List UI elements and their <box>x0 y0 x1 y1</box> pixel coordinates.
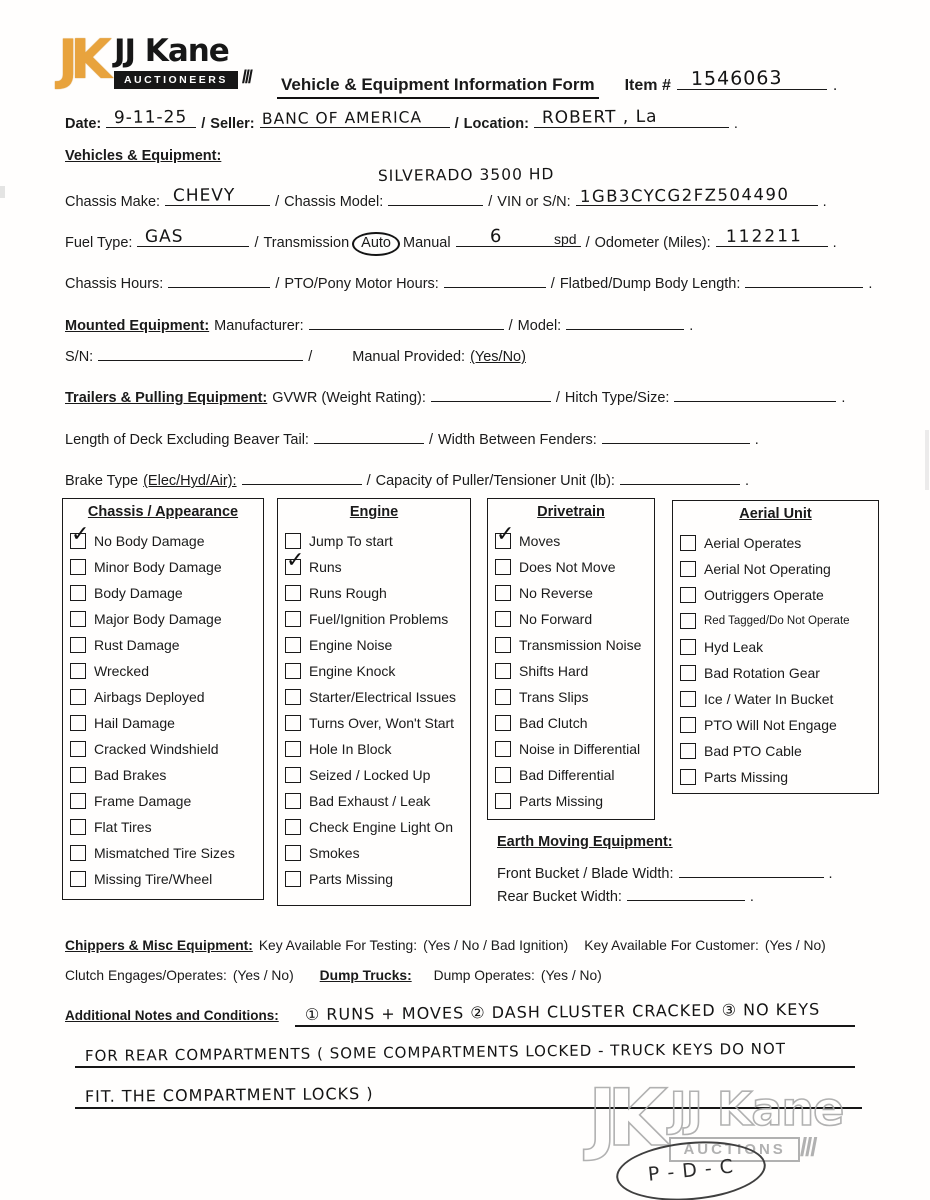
checkbox-item[interactable] <box>70 580 256 606</box>
watermark-monogram-icon: JK <box>588 1074 658 1164</box>
line-end-period: . <box>689 318 694 334</box>
jjkane-watermark <box>588 1074 844 1186</box>
checkbox-unchecked[interactable] <box>680 691 696 707</box>
line-end-period: . <box>841 390 846 406</box>
seller-value: BANC OF AMERICA <box>261 108 422 128</box>
dump-operates-label: Dump Operates: <box>433 968 535 983</box>
line-end-period: . <box>822 194 827 210</box>
aerial-unit-column <box>672 500 879 794</box>
line-end-period: . <box>828 866 833 882</box>
chassis-appearance-column <box>62 498 264 900</box>
fuel-type-field[interactable] <box>137 226 249 247</box>
checkbox-unchecked[interactable] <box>495 767 511 783</box>
checkbox-item[interactable] <box>70 606 256 632</box>
flatbed-length-field[interactable] <box>745 272 863 288</box>
notes-line-2-text: FOR REAR COMPARTMENTS ( SOME COMPARTMENTS LOCKED - TRUCK KEYS DO NOT <box>84 1039 787 1065</box>
checkbox-unchecked[interactable] <box>680 717 696 733</box>
checkbox-item[interactable] <box>285 606 463 632</box>
checkbox-unchecked[interactable] <box>495 585 511 601</box>
notes-line-2[interactable] <box>75 1032 855 1068</box>
checkbox-label: Engine Noise <box>309 637 393 653</box>
checkbox-label: Bad Differential <box>519 767 615 783</box>
checkbox-label: Airbags Deployed <box>94 689 205 705</box>
checkbox-label: Transmission Noise <box>519 637 642 653</box>
checkbox-label: Trans Slips <box>519 689 589 705</box>
watermark-brand-name: JJ Kane <box>669 1082 844 1136</box>
checkbox-label: Red Tagged/Do Not Operate <box>704 615 850 627</box>
checkbox-item[interactable] <box>70 788 256 814</box>
separator: / <box>275 276 280 292</box>
fender-width-label: Width Between Fenders: <box>438 432 597 448</box>
checkbox-label: Ice / Water In Bucket <box>704 691 834 707</box>
checkbox-item[interactable] <box>495 606 647 632</box>
notes-heading: Additional Notes and Conditions: <box>65 1008 279 1023</box>
checkbox-item[interactable] <box>285 632 463 658</box>
checkbox-unchecked[interactable] <box>680 743 696 759</box>
line-end-period: . <box>749 889 754 905</box>
checkbox-unchecked[interactable] <box>70 741 86 757</box>
checkbox-label: Noise in Differential <box>519 741 641 757</box>
pto-hours-field[interactable] <box>444 272 546 288</box>
checkbox-unchecked[interactable] <box>70 871 86 887</box>
engine-column <box>277 498 471 906</box>
chassis-make-value: CHEVY <box>172 185 236 206</box>
checkbox-item[interactable] <box>70 762 256 788</box>
puller-capacity-field[interactable] <box>620 469 740 485</box>
checkbox-unchecked[interactable] <box>70 767 86 783</box>
checkbox-item[interactable] <box>495 684 647 710</box>
checkbox-item[interactable] <box>70 840 256 866</box>
separator: / <box>488 194 493 210</box>
checkbox-label: Bad Exhaust / Leak <box>309 793 431 809</box>
checkbox-item[interactable] <box>680 686 871 712</box>
jjkane-logo <box>58 28 251 91</box>
checkbox-item[interactable] <box>70 632 256 658</box>
checkbox-item[interactable] <box>495 632 647 658</box>
checkbox-item[interactable] <box>495 522 647 554</box>
column-title: Engine <box>349 504 399 520</box>
checkbox-label: Flat Tires <box>94 819 152 835</box>
checkbox-label: Jump To start <box>309 533 393 549</box>
checkbox-label: Check Engine Light On <box>309 819 453 835</box>
checkbox-item[interactable] <box>680 556 871 582</box>
vin-label: VIN or S/N: <box>497 194 571 210</box>
checkbox-item[interactable] <box>285 548 463 580</box>
checkbox-label: Bad Brakes <box>94 767 167 783</box>
location-value: ROBERT , La <box>541 106 658 128</box>
checkbox-unchecked[interactable] <box>285 871 301 887</box>
checkbox-label: Wrecked <box>94 663 149 679</box>
checkbox-unchecked[interactable] <box>285 533 301 549</box>
checkbox-unchecked[interactable] <box>495 689 511 705</box>
chassis-model-field[interactable] <box>388 190 483 206</box>
checkbox-unchecked[interactable] <box>285 611 301 627</box>
key-testing-label: Key Available For Testing: <box>258 938 418 953</box>
checkbox-label: Hail Damage <box>94 715 175 731</box>
serial-number-label: S/N: <box>65 349 94 365</box>
checkbox-unchecked[interactable] <box>495 715 511 731</box>
checkbox-item[interactable] <box>70 684 256 710</box>
checkbox-label: No Body Damage <box>94 533 205 549</box>
fender-width-field[interactable] <box>602 428 750 444</box>
checkbox-unchecked[interactable] <box>70 585 86 601</box>
stripes-icon: /// <box>241 67 251 87</box>
checkbox-item[interactable] <box>70 554 256 580</box>
separator: / <box>550 276 555 292</box>
front-bucket-label: Front Bucket / Blade Width: <box>497 866 674 882</box>
chassis-model-value: SILVERADO 3500 HD <box>377 165 555 185</box>
brake-type-options: (Elec/Hyd/Air): <box>143 473 237 489</box>
checkbox-unchecked[interactable] <box>495 611 511 627</box>
transmission-manual-option[interactable]: Manual <box>403 235 451 251</box>
checkbox-label: Cracked Windshield <box>94 741 219 757</box>
checkbox-label: Moves <box>519 533 561 549</box>
checkbox-item[interactable] <box>495 762 647 788</box>
checkbox-unchecked[interactable] <box>70 559 86 575</box>
checkbox-item[interactable] <box>70 866 256 892</box>
checkbox-item[interactable] <box>680 608 871 634</box>
key-customer-label: Key Available For Customer: <box>584 938 759 953</box>
checkbox-unchecked[interactable] <box>680 769 696 785</box>
checkbox-label: Shifts Hard <box>519 663 589 679</box>
gvwr-field[interactable] <box>431 386 551 402</box>
manual-provided-options[interactable]: (Yes/No) <box>470 349 526 365</box>
checkbox-label: Runs Rough <box>309 585 387 601</box>
checkbox-label: Frame Damage <box>94 793 192 809</box>
checkbox-unchecked[interactable] <box>70 845 86 861</box>
drivetrain-column <box>487 498 655 820</box>
checkbox-unchecked[interactable] <box>495 663 511 679</box>
checkbox-unchecked[interactable] <box>285 585 301 601</box>
checkbox-label: Does Not Move <box>519 559 616 575</box>
checkbox-unchecked[interactable] <box>70 611 86 627</box>
checkbox-item[interactable] <box>70 522 256 554</box>
checkbox-item[interactable] <box>680 738 871 764</box>
auctioneers-banner: AUCTIONEERS <box>114 71 238 89</box>
seller-field[interactable] <box>260 108 450 128</box>
mounted-model-label: Model: <box>517 318 562 334</box>
mounted-section-heading: Mounted Equipment: <box>65 318 210 334</box>
pdc-text: P - D - C <box>646 1155 735 1186</box>
checkbox-unchecked[interactable] <box>680 639 696 655</box>
checkbox-unchecked[interactable] <box>70 663 86 679</box>
checkbox-item[interactable] <box>70 736 256 762</box>
notes-line-1[interactable] <box>295 990 855 1027</box>
checkbox-label: Bad Clutch <box>519 715 588 731</box>
checkbox-label: Turns Over, Won't Start <box>309 715 455 731</box>
transmission-label: Transmission <box>263 235 350 251</box>
clutch-options[interactable]: (Yes / No) <box>232 968 294 983</box>
deck-length-label: Length of Deck Excluding Beaver Tail: <box>65 432 309 448</box>
spd-label: spd <box>554 231 577 247</box>
check-mark-icon: ✓ <box>286 548 305 573</box>
checkbox-item[interactable] <box>495 580 647 606</box>
checkbox-label: Smokes <box>309 845 360 861</box>
jjkane-monogram-icon: JK <box>58 28 104 91</box>
checkbox-unchecked[interactable] <box>70 637 86 653</box>
checkbox-label: Rust Damage <box>94 637 180 653</box>
checkbox-label: Hyd Leak <box>704 639 764 655</box>
checkbox-label: Seized / Locked Up <box>309 767 431 783</box>
checkbox-label: Body Damage <box>94 585 183 601</box>
key-customer-options[interactable]: (Yes / No) <box>764 938 826 953</box>
vin-field[interactable] <box>576 184 818 206</box>
pto-hours-label: PTO/Pony Motor Hours: <box>284 276 439 292</box>
gvwr-label: GVWR (Weight Rating): <box>272 390 426 406</box>
manual-provided-label: Manual Provided: <box>352 349 466 365</box>
manufacturer-label: Manufacturer: <box>214 318 304 334</box>
date-value: 9-11-25 <box>114 107 188 128</box>
checkbox-item[interactable] <box>285 710 463 736</box>
checkbox-checked[interactable] <box>495 522 515 549</box>
flatbed-length-label: Flatbed/Dump Body Length: <box>559 276 741 292</box>
checkbox-unchecked[interactable] <box>285 715 301 731</box>
separator: / <box>275 194 280 210</box>
checkbox-item[interactable] <box>680 582 871 608</box>
seller-label: Seller: <box>210 116 255 132</box>
checkbox-label: Missing Tire/Wheel <box>94 871 213 887</box>
checkbox-item[interactable] <box>495 658 647 684</box>
odometer-field[interactable] <box>716 226 828 247</box>
checkbox-label: Minor Body Damage <box>94 559 222 575</box>
checkbox-label: Parts Missing <box>519 793 604 809</box>
separator: / <box>585 235 590 251</box>
vehicles-section-heading: Vehicles & Equipment: <box>65 148 222 164</box>
checkbox-item[interactable] <box>680 764 871 790</box>
checkbox-item[interactable] <box>285 762 463 788</box>
checkbox-label: Runs <box>309 559 342 575</box>
checkbox-unchecked[interactable] <box>70 819 86 835</box>
checkbox-item[interactable] <box>285 580 463 606</box>
column-title: Aerial Unit <box>739 506 812 522</box>
checkbox-item[interactable] <box>285 866 463 892</box>
checkbox-unchecked[interactable] <box>680 613 696 629</box>
checkbox-unchecked[interactable] <box>495 559 511 575</box>
date-field[interactable] <box>106 107 196 128</box>
line-end-period: . <box>832 77 838 94</box>
line-end-period: . <box>754 432 759 448</box>
checkbox-item[interactable] <box>70 814 256 840</box>
location-label: Location: <box>463 116 529 132</box>
checkbox-item[interactable] <box>495 710 647 736</box>
checkbox-label: PTO Will Not Engage <box>704 717 837 733</box>
checkbox-item[interactable] <box>495 736 647 762</box>
checkbox-unchecked[interactable] <box>285 793 301 809</box>
notes-line-3-text: FIT. THE COMPARTMENT LOCKS ) <box>84 1083 374 1106</box>
separator: / <box>555 390 560 406</box>
item-number-field[interactable] <box>677 67 827 90</box>
puller-capacity-label: Capacity of Puller/Tensioner Unit (lb): <box>375 473 615 489</box>
checkbox-unchecked[interactable] <box>285 741 301 757</box>
checkbox-label: No Reverse <box>519 585 593 601</box>
checkbox-item[interactable] <box>285 840 463 866</box>
line-end-period: . <box>744 473 749 489</box>
checkbox-label: Fuel/Ignition Problems <box>309 611 449 627</box>
checkbox-item[interactable] <box>285 528 463 554</box>
form-title: Vehicle & Equipment Information Form <box>277 75 599 99</box>
date-label: Date: <box>65 116 102 132</box>
checkbox-item[interactable] <box>680 530 871 556</box>
item-number-label: Item # <box>624 77 671 94</box>
checkbox-unchecked[interactable] <box>285 767 301 783</box>
checkbox-label: Aerial Not Operating <box>704 561 831 577</box>
separator: / <box>454 116 459 132</box>
watermark-stripes-icon: /// <box>799 1132 816 1162</box>
checkbox-item[interactable] <box>70 658 256 684</box>
checkbox-item[interactable] <box>285 658 463 684</box>
checkbox-checked[interactable] <box>285 548 305 575</box>
odometer-value: 112211 <box>725 226 803 247</box>
fuel-type-value: GAS <box>145 226 185 247</box>
transmission-auto-option[interactable]: Auto <box>352 232 400 256</box>
brake-type-field[interactable] <box>242 469 362 485</box>
checkbox-unchecked[interactable] <box>285 689 301 705</box>
brand-name: JJ Kane <box>113 33 229 69</box>
vin-value: 1GB3CYCG2FZ504490 <box>579 184 790 206</box>
manufacturer-field[interactable] <box>309 314 504 330</box>
checkbox-unchecked[interactable] <box>680 561 696 577</box>
separator: / <box>428 432 433 448</box>
check-mark-icon: ✓ <box>496 522 515 547</box>
checkbox-unchecked[interactable] <box>285 637 301 653</box>
notes-line-1-text: ① RUNS + MOVES ② DASH CLUSTER CRACKED ③ NO KEYS <box>304 999 821 1024</box>
dump-trucks-heading: Dump Trucks: <box>319 968 412 983</box>
front-bucket-field[interactable] <box>679 862 824 878</box>
checkbox-checked[interactable] <box>70 522 90 549</box>
deck-length-field[interactable] <box>314 428 424 444</box>
checkbox-item[interactable] <box>680 634 871 660</box>
line-end-period: . <box>733 116 738 132</box>
dump-operates-options[interactable]: (Yes / No) <box>540 968 602 983</box>
serial-number-field[interactable] <box>98 345 303 361</box>
chassis-hours-field[interactable] <box>168 272 270 288</box>
checkbox-unchecked[interactable] <box>70 715 86 731</box>
checkbox-label: Aerial Operates <box>704 535 802 551</box>
checkbox-item[interactable] <box>285 788 463 814</box>
chassis-model-label: Chassis Model: <box>284 194 384 210</box>
checkbox-unchecked[interactable] <box>495 741 511 757</box>
fuel-type-label: Fuel Type: <box>65 235 133 251</box>
checkbox-item[interactable] <box>495 788 647 814</box>
speed-value: 6 <box>489 225 503 247</box>
speed-field[interactable] <box>456 225 581 247</box>
checkbox-item[interactable] <box>680 660 871 686</box>
mounted-model-field[interactable] <box>566 314 684 330</box>
checkbox-unchecked[interactable] <box>285 819 301 835</box>
checkbox-label: Parts Missing <box>309 871 394 887</box>
column-title: Chassis / Appearance <box>87 504 239 520</box>
rear-bucket-label: Rear Bucket Width: <box>497 889 622 905</box>
scan-artifact <box>0 186 5 198</box>
chassis-hours-label: Chassis Hours: <box>65 276 164 292</box>
chippers-heading: Chippers & Misc Equipment: <box>65 938 253 953</box>
checkbox-label: Mismatched Tire Sizes <box>94 845 235 861</box>
column-title: Drivetrain <box>537 504 605 520</box>
separator: / <box>366 473 371 489</box>
scan-artifact <box>925 430 929 490</box>
line-end-period: . <box>868 276 873 292</box>
brake-type-label: Brake Type <box>65 473 139 489</box>
checkbox-unchecked[interactable] <box>285 663 301 679</box>
separator: / <box>508 318 513 334</box>
checkbox-label: No Forward <box>519 611 593 627</box>
line-end-period: . <box>832 235 837 251</box>
checkbox-label: Major Body Damage <box>94 611 222 627</box>
separator: / <box>201 116 206 132</box>
checkbox-unchecked[interactable] <box>680 665 696 681</box>
checkbox-unchecked[interactable] <box>70 689 86 705</box>
check-mark-icon: ✓ <box>71 522 90 547</box>
checkbox-unchecked[interactable] <box>495 793 511 809</box>
chassis-make-label: Chassis Make: <box>65 194 161 210</box>
checkbox-unchecked[interactable] <box>495 637 511 653</box>
checkbox-label: Bad Rotation Gear <box>704 665 820 681</box>
checkbox-label: Starter/Electrical Issues <box>309 689 457 705</box>
checkbox-item[interactable] <box>285 814 463 840</box>
checkbox-unchecked[interactable] <box>680 587 696 603</box>
location-field[interactable] <box>534 106 729 128</box>
checkbox-item[interactable] <box>680 712 871 738</box>
separator: / <box>254 235 259 251</box>
odometer-label: Odometer (Miles): <box>594 235 711 251</box>
earth-moving-heading: Earth Moving Equipment: <box>497 834 673 850</box>
clutch-label: Clutch Engages/Operates: <box>65 968 227 983</box>
checkbox-label: Hole In Block <box>309 741 392 757</box>
key-testing-options[interactable]: (Yes / No / Bad Ignition) <box>423 938 569 953</box>
hitch-field[interactable] <box>674 386 836 402</box>
hitch-label: Hitch Type/Size: <box>564 390 670 406</box>
checkbox-label: Bad PTO Cable <box>704 743 802 759</box>
checkbox-item[interactable] <box>70 710 256 736</box>
checkbox-item[interactable] <box>495 554 647 580</box>
checkbox-label: Parts Missing <box>704 769 789 785</box>
item-number-value: 1546063 <box>690 67 783 90</box>
trailers-section-heading: Trailers & Pulling Equipment: <box>65 390 268 406</box>
separator: / <box>308 349 313 365</box>
rear-bucket-field[interactable] <box>627 885 745 901</box>
checkbox-unchecked[interactable] <box>70 793 86 809</box>
checkbox-item[interactable] <box>285 684 463 710</box>
chassis-make-field[interactable] <box>165 185 270 206</box>
checkbox-label: Engine Knock <box>309 663 396 679</box>
checkbox-unchecked[interactable] <box>680 535 696 551</box>
checkbox-label: Outriggers Operate <box>704 587 824 603</box>
checkbox-unchecked[interactable] <box>285 845 301 861</box>
watermark-auctions-banner: AUCTIONS <box>669 1137 799 1162</box>
checkbox-item[interactable] <box>285 736 463 762</box>
